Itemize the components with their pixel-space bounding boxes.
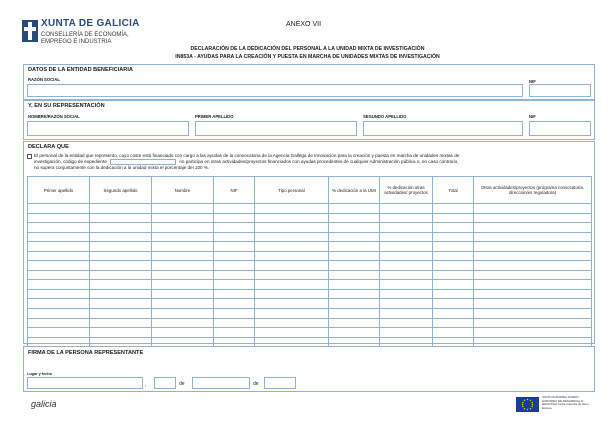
table-row bbox=[28, 309, 592, 319]
brand-name: XUNTA DE GALICIA bbox=[41, 18, 140, 29]
table-cell[interactable] bbox=[433, 213, 474, 223]
table-cell[interactable] bbox=[329, 299, 380, 309]
table-cell[interactable] bbox=[214, 318, 255, 328]
table-row bbox=[28, 261, 592, 271]
table-cell[interactable] bbox=[214, 223, 255, 233]
document-title: DECLARACIÓN DE LA DEDICACIÓN DEL PERSONAL A LA UNIDAD MIXTA DE INVESTIGACIÓN bbox=[190, 46, 425, 52]
table-row bbox=[28, 213, 592, 223]
entity-nif-label: NIF bbox=[529, 79, 536, 84]
entity-section-title: DATOS DE LA ENTIDAD BENEFICIARIA bbox=[28, 67, 133, 73]
table-cell[interactable] bbox=[90, 270, 152, 280]
rep-first-surname-label: PRIMER APELLIDO bbox=[195, 114, 234, 119]
col-header: % dedicación a la UMI bbox=[329, 177, 380, 204]
table-cell[interactable] bbox=[433, 251, 474, 261]
declaration-line3: no supera conjuntamente con la dedicación a la unidad mixta el porcentaje del 100 %. bbox=[34, 165, 210, 171]
table-cell[interactable] bbox=[329, 223, 380, 233]
col-header: NIF bbox=[214, 177, 255, 204]
table-cell[interactable] bbox=[329, 328, 380, 338]
rep-nif-label: NIF bbox=[529, 114, 536, 119]
col-header: % dedicación otras actividades/ proyectos bbox=[380, 177, 433, 204]
declaration-section-title: DECLARA QUE bbox=[28, 144, 69, 150]
table-cell[interactable] bbox=[329, 204, 380, 214]
table-cell[interactable] bbox=[28, 251, 90, 261]
table-row bbox=[28, 251, 592, 261]
table-cell[interactable] bbox=[255, 223, 329, 233]
table-cell[interactable] bbox=[152, 280, 214, 290]
rep-name-label: NOMBRE/RAZÓN SOCIAL bbox=[28, 114, 80, 119]
comma-separator: , bbox=[145, 382, 147, 388]
table-cell[interactable] bbox=[433, 242, 474, 252]
table-cell[interactable] bbox=[329, 242, 380, 252]
galicia-footer-logo: galicia bbox=[31, 399, 57, 409]
table-cell[interactable] bbox=[380, 280, 433, 290]
table-cell[interactable] bbox=[255, 328, 329, 338]
table-cell[interactable] bbox=[90, 289, 152, 299]
table-cell[interactable] bbox=[433, 299, 474, 309]
table-cell[interactable] bbox=[90, 223, 152, 233]
table-cell[interactable] bbox=[329, 318, 380, 328]
table-cell[interactable] bbox=[329, 261, 380, 271]
rep-second-surname-label: SEGUNDO APELLIDO bbox=[363, 114, 407, 119]
table-cell[interactable] bbox=[474, 232, 592, 242]
table-cell[interactable] bbox=[329, 280, 380, 290]
table-cell[interactable] bbox=[380, 261, 433, 271]
table-cell[interactable] bbox=[214, 309, 255, 319]
table-cell[interactable] bbox=[255, 261, 329, 271]
staff-table-header bbox=[28, 177, 592, 204]
table-cell[interactable] bbox=[214, 261, 255, 271]
table-cell[interactable] bbox=[214, 251, 255, 261]
table-cell[interactable] bbox=[433, 261, 474, 271]
table-cell[interactable] bbox=[380, 251, 433, 261]
table-cell[interactable] bbox=[152, 261, 214, 271]
declaration-line2-end: no participa en otras actividades/proyectos financiados con ayudas procedentes de cualquier Administración pública o, en caso contrario, bbox=[179, 159, 459, 165]
table-cell[interactable] bbox=[433, 318, 474, 328]
table-cell[interactable] bbox=[433, 223, 474, 233]
table-cell[interactable] bbox=[28, 223, 90, 233]
table-cell[interactable] bbox=[255, 242, 329, 252]
table-cell[interactable] bbox=[255, 232, 329, 242]
table-cell[interactable] bbox=[90, 232, 152, 242]
table-cell[interactable] bbox=[474, 289, 592, 299]
table-cell[interactable] bbox=[214, 270, 255, 280]
table-cell[interactable] bbox=[255, 204, 329, 214]
table-cell[interactable] bbox=[90, 318, 152, 328]
table-cell[interactable] bbox=[152, 251, 214, 261]
table-cell[interactable] bbox=[28, 261, 90, 271]
table-cell[interactable] bbox=[214, 328, 255, 338]
col-header: Otras actividades/proyectos (programa convocatoria, dirección/es reguladora) bbox=[474, 177, 592, 204]
col-header: Total bbox=[433, 177, 474, 204]
brand-subtitle bbox=[41, 32, 129, 46]
table-cell[interactable] bbox=[152, 223, 214, 233]
table-cell[interactable] bbox=[474, 251, 592, 261]
table-cell[interactable] bbox=[380, 242, 433, 252]
table-cell[interactable] bbox=[28, 309, 90, 319]
table-cell[interactable] bbox=[433, 280, 474, 290]
table-cell[interactable] bbox=[380, 289, 433, 299]
table-cell[interactable] bbox=[474, 204, 592, 214]
table-row bbox=[28, 289, 592, 299]
representative-section bbox=[23, 100, 595, 140]
eu-funding-text: UNIÓN EUROPEA FONDO EUROPEO DE DESARROLLO REGIONAL Unha maneira de facer Europa bbox=[542, 395, 589, 410]
table-cell[interactable] bbox=[380, 299, 433, 309]
table-cell[interactable] bbox=[380, 213, 433, 223]
table-cell[interactable] bbox=[329, 232, 380, 242]
staff-table bbox=[27, 176, 592, 347]
table-cell[interactable] bbox=[474, 280, 592, 290]
date-de-1: de bbox=[179, 381, 185, 387]
table-cell[interactable] bbox=[152, 270, 214, 280]
table-row bbox=[28, 242, 592, 252]
brand-sub-line2: EMPREGO E INDUSTRIA bbox=[41, 39, 112, 45]
table-cell[interactable] bbox=[28, 289, 90, 299]
table-cell[interactable] bbox=[380, 204, 433, 214]
table-cell[interactable] bbox=[28, 232, 90, 242]
table-cell[interactable] bbox=[28, 280, 90, 290]
table-cell[interactable] bbox=[152, 328, 214, 338]
table-cell[interactable] bbox=[152, 318, 214, 328]
entity-section bbox=[23, 64, 595, 100]
declaration-text bbox=[34, 153, 594, 171]
table-cell[interactable] bbox=[255, 280, 329, 290]
declaration-line1: El personal de la entidad que represento, cuyo coste está financiado con cargo a las ayudas de la convocatoria de la Agencia Gallega de Innovación para la creación y puesta en marcha de unidades mixtas de bbox=[34, 153, 460, 158]
table-cell[interactable] bbox=[152, 213, 214, 223]
table-row bbox=[28, 299, 592, 309]
rep-first-surname-field[interactable] bbox=[195, 121, 357, 136]
table-cell[interactable] bbox=[380, 328, 433, 338]
table-cell[interactable] bbox=[28, 204, 90, 214]
table-cell[interactable] bbox=[474, 328, 592, 338]
table-cell[interactable] bbox=[474, 242, 592, 252]
table-cell[interactable] bbox=[474, 213, 592, 223]
table-cell[interactable] bbox=[255, 318, 329, 328]
table-cell[interactable] bbox=[380, 270, 433, 280]
table-cell[interactable] bbox=[152, 309, 214, 319]
brand-sub-line1: CONSELLERÍA DE ECONOMÍA, bbox=[41, 32, 129, 38]
col-header: Primer apellido bbox=[28, 177, 90, 204]
table-row bbox=[28, 318, 592, 328]
table-cell[interactable] bbox=[329, 251, 380, 261]
table-cell[interactable] bbox=[214, 213, 255, 223]
representative-section-title: Y, EN SU REPRESENTACIÓN bbox=[28, 103, 105, 109]
table-cell[interactable] bbox=[152, 242, 214, 252]
table-cell[interactable] bbox=[255, 299, 329, 309]
table-cell[interactable] bbox=[474, 309, 592, 319]
table-cell[interactable] bbox=[255, 251, 329, 261]
table-cell[interactable] bbox=[474, 318, 592, 328]
table-cell[interactable] bbox=[433, 289, 474, 299]
table-cell[interactable] bbox=[90, 251, 152, 261]
annex-label: ANEXO VII bbox=[286, 21, 322, 28]
table-row bbox=[28, 270, 592, 280]
business-name-field[interactable] bbox=[27, 84, 523, 97]
table-cell[interactable] bbox=[474, 270, 592, 280]
table-cell[interactable] bbox=[255, 270, 329, 280]
table-row bbox=[28, 280, 592, 290]
declaration-checkbox[interactable] bbox=[27, 154, 32, 159]
table-row bbox=[28, 232, 592, 242]
table-cell[interactable] bbox=[214, 280, 255, 290]
table-cell[interactable] bbox=[90, 261, 152, 271]
table-cell[interactable] bbox=[329, 289, 380, 299]
table-cell[interactable] bbox=[28, 299, 90, 309]
table-row bbox=[28, 328, 592, 338]
table-cell[interactable] bbox=[474, 299, 592, 309]
table-row bbox=[28, 223, 592, 233]
col-header: Nombre bbox=[152, 177, 214, 204]
eu-flag-icon bbox=[516, 397, 539, 412]
month-field[interactable] bbox=[192, 377, 250, 389]
declaration-section bbox=[23, 141, 595, 344]
file-code-field[interactable] bbox=[110, 159, 176, 165]
xunta-cross-logo-icon bbox=[22, 20, 38, 42]
table-cell[interactable] bbox=[214, 299, 255, 309]
table-cell[interactable] bbox=[152, 232, 214, 242]
table-cell[interactable] bbox=[90, 328, 152, 338]
table-cell[interactable] bbox=[152, 204, 214, 214]
table-cell[interactable] bbox=[28, 242, 90, 252]
table-cell[interactable] bbox=[329, 213, 380, 223]
day-field[interactable] bbox=[154, 377, 176, 389]
declaration-line2-start: investigación, código de expediente bbox=[34, 159, 107, 165]
rep-nif-field[interactable] bbox=[529, 121, 591, 136]
table-cell[interactable] bbox=[380, 223, 433, 233]
rep-second-surname-field[interactable] bbox=[363, 121, 523, 136]
table-cell[interactable] bbox=[28, 328, 90, 338]
rep-name-field[interactable] bbox=[27, 121, 189, 136]
table-cell[interactable] bbox=[329, 309, 380, 319]
table-cell[interactable] bbox=[255, 289, 329, 299]
business-name-label: RAZÓN SOCIAL bbox=[28, 77, 60, 82]
table-cell[interactable] bbox=[90, 299, 152, 309]
col-header: Tipo personal bbox=[255, 177, 329, 204]
table-cell[interactable] bbox=[380, 318, 433, 328]
table-cell[interactable] bbox=[380, 309, 433, 319]
col-header: Segundo apellido bbox=[90, 177, 152, 204]
document-subtitle: IN853A - AYUDAS PARA LA CREACIÓN Y PUESTA EN MARCHA DE UNIDADES MIXTAS DE INVESTIGACIÓN bbox=[175, 54, 440, 60]
table-row bbox=[28, 204, 592, 214]
table-cell[interactable] bbox=[433, 232, 474, 242]
table-cell[interactable] bbox=[28, 318, 90, 328]
table-cell[interactable] bbox=[380, 232, 433, 242]
signature-section bbox=[23, 346, 595, 392]
table-cell[interactable] bbox=[90, 213, 152, 223]
year-field[interactable] bbox=[264, 377, 296, 389]
place-date-label: Lugar y fecha bbox=[27, 372, 52, 376]
table-cell[interactable] bbox=[214, 204, 255, 214]
table-cell[interactable] bbox=[90, 204, 152, 214]
table-cell[interactable] bbox=[433, 204, 474, 214]
table-cell[interactable] bbox=[28, 270, 90, 280]
table-cell[interactable] bbox=[474, 261, 592, 271]
table-cell[interactable] bbox=[433, 309, 474, 319]
table-cell[interactable] bbox=[90, 309, 152, 319]
table-cell[interactable] bbox=[255, 213, 329, 223]
table-cell[interactable] bbox=[152, 299, 214, 309]
place-field[interactable] bbox=[27, 377, 143, 389]
table-cell[interactable] bbox=[329, 270, 380, 280]
table-cell[interactable] bbox=[28, 213, 90, 223]
entity-nif-field[interactable] bbox=[529, 84, 591, 97]
table-cell[interactable] bbox=[214, 289, 255, 299]
date-de-2: de bbox=[253, 381, 259, 387]
table-cell[interactable] bbox=[90, 242, 152, 252]
staff-table-body bbox=[28, 204, 592, 347]
table-cell[interactable] bbox=[433, 270, 474, 280]
table-cell[interactable] bbox=[90, 280, 152, 290]
table-cell[interactable] bbox=[433, 328, 474, 338]
table-cell[interactable] bbox=[152, 289, 214, 299]
table-cell[interactable] bbox=[255, 309, 329, 319]
table-cell[interactable] bbox=[214, 232, 255, 242]
signature-section-title: FIRMA DE LA PERSONA REPRESENTANTE bbox=[28, 350, 144, 356]
table-cell[interactable] bbox=[474, 223, 592, 233]
table-cell[interactable] bbox=[214, 242, 255, 252]
